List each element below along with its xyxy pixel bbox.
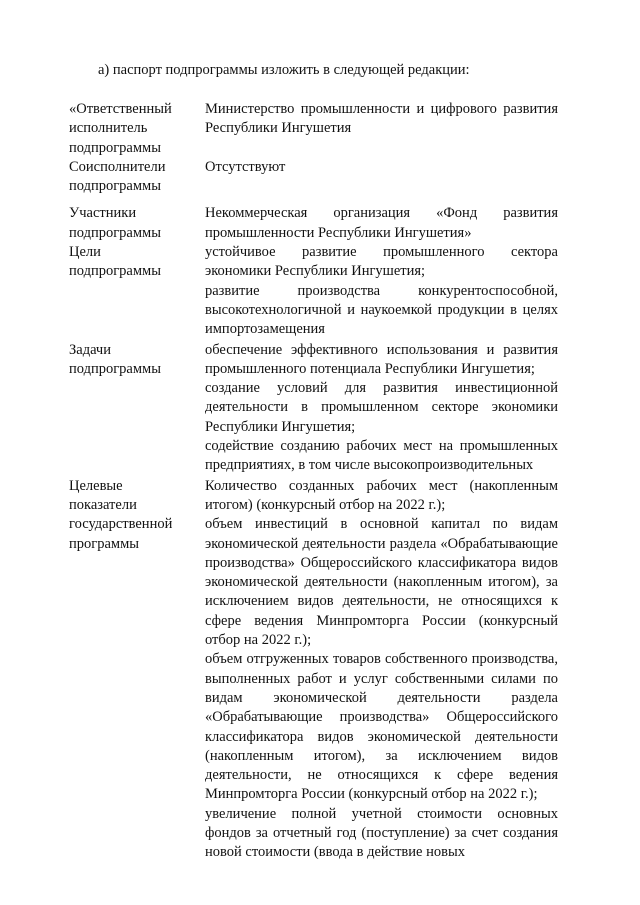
passport-row-coexecutors [69, 158, 558, 197]
passport-row-participants [69, 204, 558, 243]
row-value: Министерство промышленности и цифрового развития Республики Ингушетия [205, 101, 558, 137]
row-value: Некоммерческая организация «Фонд развития промышленности Республики Ингушетия» [205, 205, 558, 241]
row-label: «Ответственный исполнитель подпрограммы [69, 101, 172, 156]
row-value: Количество созданных рабочих мест (накопленным итогом) (конкурсный отбор на 2022 г.); объем инвестиций в основной капитал по видам экономической деятельности раздела «Обрабатывающие производства» Общероссийского классификатора видов экономической деятельности (накопленным итогом), за исключением видов деятельности, не относящихся к сфере ведения Минпромторга России (конкурсный отбор на 2022 г.); объем отгруженных товаров собственного производства, выполненных работ и услуг собственными силами по видам экономической деятельности раздела «Обрабатывающие производства» Общероссийского классификатора видов экономической деятельности (накопленным итогом), за исключением видов деятельности, не относящихся к сфере ведения Минпромторга России (конкурсный отбор на 2022 г.); увеличение полной учетной стоимости основных фондов за отчетный год (поступление) за счет создания новой стоимости (ввода в действие новых [205, 477, 558, 861]
passport-row-goals [69, 243, 558, 339]
passport-row-responsible [69, 100, 558, 158]
row-value: Отсутствуют [205, 158, 286, 175]
row-value: устойчивое развитие промышленного сектора экономики Республики Ингушетия; развитие производства конкурентоспособной, высокотехнологичной и наукоемкой продукции в целях импортозамещения [205, 244, 558, 338]
row-label: Цели подпрограммы [69, 244, 161, 280]
row-label: Соисполнители подпрограммы [69, 158, 166, 195]
passport-row-indicators [69, 477, 558, 863]
row-label: Задачи подпрограммы [69, 341, 161, 377]
row-label: Участники подпрограммы [69, 205, 161, 241]
row-label: Целевые показатели государственной программы [69, 477, 173, 552]
passport-row-tasks [69, 341, 558, 476]
subprogram-passport [69, 100, 558, 863]
row-value: обеспечение эффективного использования и развития промышленного потенциала Республики Ингушетия; создание условий для развития инвестиционной деятельности в промышленном секторе экономики Республики Ингушетия; содействие созданию рабочих мест на промышленных предприятиях, в том числе высокопроизводительных [205, 341, 558, 474]
intro-line: а) паспорт подпрограммы изложить в следующей редакции: [98, 62, 470, 78]
